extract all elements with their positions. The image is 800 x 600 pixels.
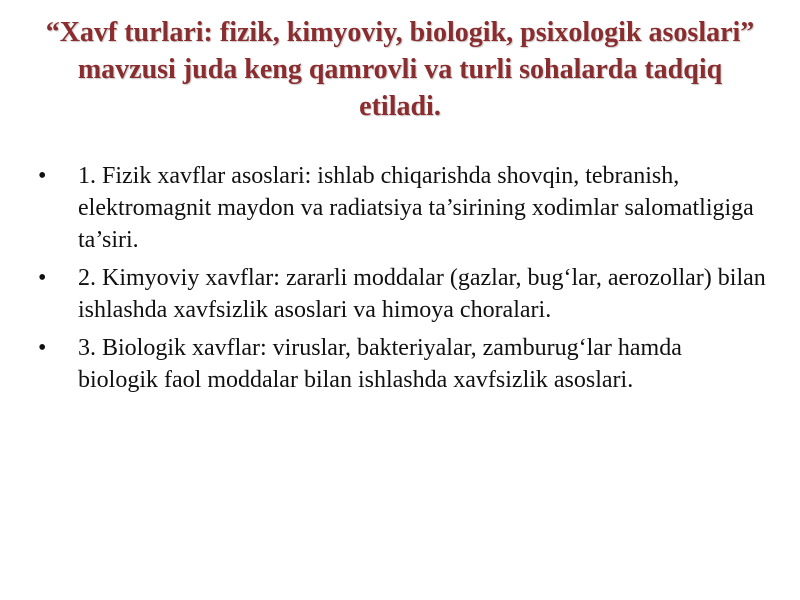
list-item	[36, 332, 766, 396]
list-item	[36, 262, 766, 326]
list-item	[36, 160, 766, 256]
slide-title: “Xavf turlari: fizik, kimyoviy, biologik, psixologik asoslari” mavzusi juda keng qamrovli va turli sohalarda tadqiq etiladi.	[45, 17, 755, 122]
bullet-text-chemical-hazards: 2. Kimyoviy xavflar: zararli moddalar (gazlar, bug‘lar, aerozollar) bilan ishlashda xavfsizlik asoslari va himoya choralari.	[78, 265, 766, 323]
bullet-text-physical-hazards: 1. Fizik xavflar asoslari: ishlab chiqarishda shovqin, tebranish, elektromagnit maydon va radiatsiya ta’sirining xodimlar salomatligiga ta’siri.	[78, 163, 754, 253]
bullet-text-biological-hazards: 3. Biologik xavflar: viruslar, bakteriyalar, zamburug‘lar hamda biologik faol moddalar bilan ishlashda xavfsizlik asoslari.	[78, 335, 682, 393]
bullet-icon: •	[38, 265, 47, 291]
bullet-icon: •	[38, 335, 47, 361]
bullet-list	[36, 160, 766, 402]
bullet-icon: •	[38, 163, 47, 189]
